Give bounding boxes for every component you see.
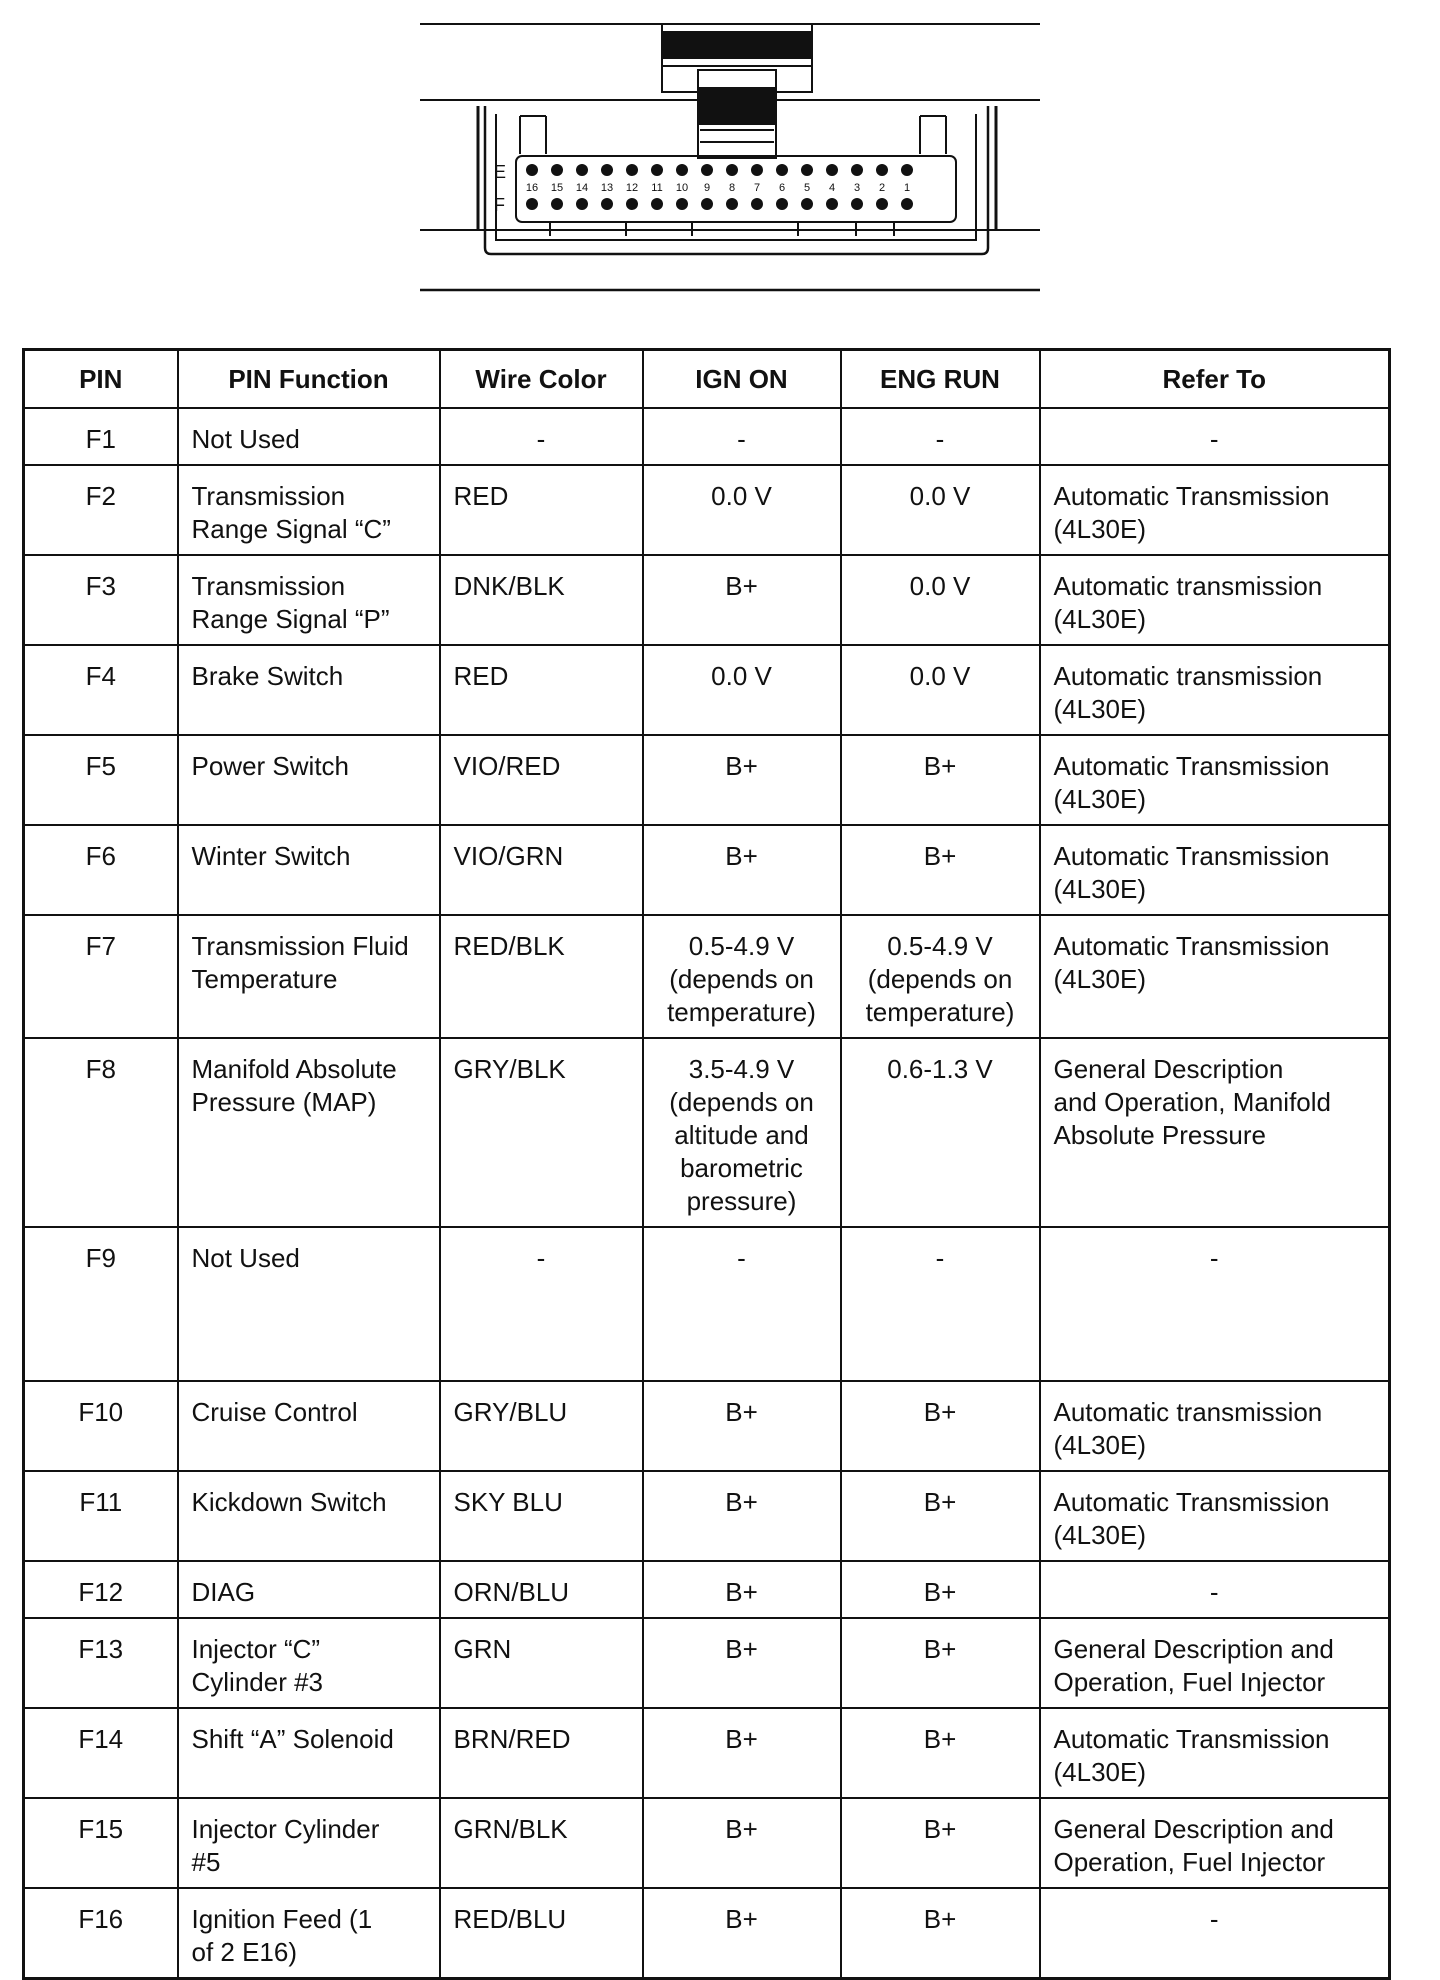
pin-f-dot [701, 198, 713, 210]
refer-to-cell: Automatic Transmission (4L30E) [1040, 735, 1390, 825]
pin-e-dot [901, 164, 913, 176]
eng-run-cell: 0.6-1.3 V [841, 1038, 1040, 1227]
header-pin: PIN [24, 350, 178, 409]
pin-number: 15 [550, 182, 564, 194]
ign-on-cell: - [643, 408, 841, 465]
pin-e-dot [601, 164, 613, 176]
eng-run-cell: B+ [841, 1708, 1040, 1798]
pin-number: 5 [803, 182, 811, 194]
eng-run-cell: B+ [841, 1381, 1040, 1471]
ign-on-cell: - [643, 1227, 841, 1381]
pin-number: 14 [575, 182, 589, 194]
pin-number: 2 [878, 182, 886, 194]
pin-e-dot [751, 164, 763, 176]
refer-to-cell: General Description and Operation, Fuel Injector [1040, 1798, 1390, 1888]
refer-to-cell: Automatic Transmission (4L30E) [1040, 465, 1390, 555]
pin-number: 7 [753, 182, 761, 194]
pin-f-dot [826, 198, 838, 210]
pin-cell: F2 [24, 465, 178, 555]
eng-run-cell: B+ [841, 1561, 1040, 1618]
wire-color-cell: - [440, 408, 643, 465]
pin-cell: F4 [24, 645, 178, 735]
eng-run-cell: B+ [841, 1618, 1040, 1708]
eng-run-cell: - [841, 1227, 1040, 1381]
pin-cell: F14 [24, 1708, 178, 1798]
pin-e-dot [876, 164, 888, 176]
table-row [24, 1471, 1390, 1561]
refer-to-cell: Automatic Transmission (4L30E) [1040, 825, 1390, 915]
pin-cell: F11 [24, 1471, 178, 1561]
table-row [24, 1618, 1390, 1708]
eng-run-cell: B+ [841, 1888, 1040, 1979]
ign-on-cell: 0.0 V [643, 465, 841, 555]
pin-f-dot [801, 198, 813, 210]
wire-color-cell: VIO/GRN [440, 825, 643, 915]
header-row [24, 350, 1390, 409]
pin-cell: F12 [24, 1561, 178, 1618]
pin-e-dot [626, 164, 638, 176]
eng-run-cell: - [841, 408, 1040, 465]
pin-number: 11 [651, 182, 663, 194]
pin-function-cell: Winter Switch [178, 825, 440, 915]
pin-cell: F5 [24, 735, 178, 825]
pin-function-cell: Kickdown Switch [178, 1471, 440, 1561]
pin-f-dot [676, 198, 688, 210]
table-row [24, 735, 1390, 825]
wire-color-cell: GRN [440, 1618, 643, 1708]
pin-function-cell: Transmission Range Signal “P” [178, 555, 440, 645]
wire-color-cell: - [440, 1227, 643, 1381]
pin-function-cell: Injector Cylinder #5 [178, 1798, 440, 1888]
ign-on-cell: B+ [643, 1618, 841, 1708]
wire-color-cell: SKY BLU [440, 1471, 643, 1561]
header-pin-function: PIN Function [178, 350, 440, 409]
pin-e-dot [551, 164, 563, 176]
pin-function-cell: Transmission Range Signal “C” [178, 465, 440, 555]
table-row [24, 1561, 1390, 1618]
refer-to-cell: - [1040, 1227, 1390, 1381]
ign-on-cell: B+ [643, 555, 841, 645]
pin-f-dot [551, 198, 563, 210]
table-row [24, 465, 1390, 555]
pin-cell: F6 [24, 825, 178, 915]
table-row [24, 1381, 1390, 1471]
pin-dots [526, 164, 913, 210]
pin-number: 6 [778, 182, 786, 194]
wire-color-cell: DNK/BLK [440, 555, 643, 645]
ign-on-cell: B+ [643, 1381, 841, 1471]
pin-cell: F15 [24, 1798, 178, 1888]
header-ign-on: IGN ON [643, 350, 841, 409]
table-row [24, 408, 1390, 465]
table-row [24, 915, 1390, 1038]
pin-e-dot [801, 164, 813, 176]
table-row [24, 1038, 1390, 1227]
refer-to-cell: General Description and Operation, Manifold Absolute Pressure [1040, 1038, 1390, 1227]
pin-f-dot [851, 198, 863, 210]
refer-to-cell: Automatic transmission (4L30E) [1040, 1381, 1390, 1471]
pin-function-cell: DIAG [178, 1561, 440, 1618]
header-eng-run: ENG RUN [841, 350, 1040, 409]
table-row [24, 825, 1390, 915]
pin-number: 12 [625, 182, 639, 194]
ign-on-cell: 0.0 V [643, 645, 841, 735]
pin-number: 10 [675, 182, 689, 194]
refer-to-cell: Automatic Transmission (4L30E) [1040, 1471, 1390, 1561]
pin-e-dot [576, 164, 588, 176]
pin-cell: F9 [24, 1227, 178, 1381]
pin-e-dot [851, 164, 863, 176]
refer-to-cell: - [1040, 408, 1390, 465]
pin-cell: F16 [24, 1888, 178, 1979]
ign-on-cell: B+ [643, 1888, 841, 1979]
table-row [24, 1888, 1390, 1979]
refer-to-cell: - [1040, 1561, 1390, 1618]
pin-e-dot [826, 164, 838, 176]
ign-on-cell: B+ [643, 1471, 841, 1561]
pin-f-dot [901, 198, 913, 210]
eng-run-cell: B+ [841, 1798, 1040, 1888]
eng-run-cell: 0.0 V [841, 555, 1040, 645]
pin-number: 8 [728, 182, 736, 194]
ign-on-cell: B+ [643, 1708, 841, 1798]
ign-on-cell: B+ [643, 1561, 841, 1618]
table-row [24, 555, 1390, 645]
refer-to-cell: Automatic Transmission (4L30E) [1040, 1708, 1390, 1798]
pin-function-cell: Transmission Fluid Temperature [178, 915, 440, 1038]
table-row [24, 1708, 1390, 1798]
table-row [24, 1227, 1390, 1381]
refer-to-cell: General Description and Operation, Fuel Injector [1040, 1618, 1390, 1708]
pin-f-dot [651, 198, 663, 210]
pin-f-dot [626, 198, 638, 210]
pin-rows [24, 408, 1390, 1979]
wire-color-cell: RED [440, 645, 643, 735]
connector-diagram [420, 18, 1040, 300]
ign-on-cell: B+ [643, 735, 841, 825]
pin-number: 13 [600, 182, 614, 194]
pin-e-dot [526, 164, 538, 176]
wire-color-cell: RED/BLK [440, 915, 643, 1038]
pin-function-cell: Not Used [178, 1227, 440, 1381]
pin-function-cell: Shift “A” Solenoid [178, 1708, 440, 1798]
refer-to-cell: Automatic transmission (4L30E) [1040, 645, 1390, 735]
pin-number: 9 [703, 182, 711, 194]
pin-e-dot [651, 164, 663, 176]
pin-number: 3 [853, 182, 861, 194]
pin-number: 4 [828, 182, 836, 194]
pin-cell: F13 [24, 1618, 178, 1708]
pin-cell: F1 [24, 408, 178, 465]
pin-f-dot [726, 198, 738, 210]
pin-f-dot [776, 198, 788, 210]
pin-f-dot [526, 198, 538, 210]
wire-color-cell: VIO/RED [440, 735, 643, 825]
pin-function-cell: Power Switch [178, 735, 440, 825]
pin-function-cell: Cruise Control [178, 1381, 440, 1471]
pin-e-dot [776, 164, 788, 176]
wire-color-cell: RED [440, 465, 643, 555]
wire-color-cell: GRN/BLK [440, 1798, 643, 1888]
pin-cell: F3 [24, 555, 178, 645]
pin-function-cell: Injector “C” Cylinder #3 [178, 1618, 440, 1708]
pin-e-dot [676, 164, 688, 176]
pin-f-dot [601, 198, 613, 210]
pin-cell: F10 [24, 1381, 178, 1471]
pin-cell: F8 [24, 1038, 178, 1227]
header-refer-to: Refer To [1040, 350, 1390, 409]
wire-color-cell: GRY/BLK [440, 1038, 643, 1227]
wire-color-cell: GRY/BLU [440, 1381, 643, 1471]
pin-number: 16 [525, 182, 539, 194]
pin-number: 1 [903, 182, 911, 194]
pin-f-dot [751, 198, 763, 210]
pin-e-dot [726, 164, 738, 176]
eng-run-cell: 0.5-4.9 V (depends on temperature) [841, 915, 1040, 1038]
eng-run-cell: 0.0 V [841, 465, 1040, 555]
header-wire-color: Wire Color [440, 350, 643, 409]
pin-f-dot [876, 198, 888, 210]
pin-function-cell: Ignition Feed (1 of 2 E16) [178, 1888, 440, 1979]
wire-color-cell: BRN/RED [440, 1708, 643, 1798]
eng-run-cell: B+ [841, 825, 1040, 915]
row-e-label: E [494, 162, 507, 182]
pin-cell: F7 [24, 915, 178, 1038]
eng-run-cell: B+ [841, 1471, 1040, 1561]
pin-f-dot [576, 198, 588, 210]
wire-color-cell: RED/BLU [440, 1888, 643, 1979]
refer-to-cell: Automatic transmission (4L30E) [1040, 555, 1390, 645]
pin-function-cell: Manifold Absolute Pressure (MAP) [178, 1038, 440, 1227]
eng-run-cell: B+ [841, 735, 1040, 825]
ign-on-cell: 3.5-4.9 V (depends on altitude and barometric pressure) [643, 1038, 841, 1227]
ign-on-cell: B+ [643, 1798, 841, 1888]
wire-color-cell: ORN/BLU [440, 1561, 643, 1618]
ign-on-cell: 0.5-4.9 V (depends on temperature) [643, 915, 841, 1038]
pin-table [22, 348, 1391, 1980]
pin-function-cell: Brake Switch [178, 645, 440, 735]
pin-e-dot [701, 164, 713, 176]
pin-function-cell: Not Used [178, 408, 440, 465]
eng-run-cell: 0.0 V [841, 645, 1040, 735]
table-row [24, 645, 1390, 735]
table-row [24, 1798, 1390, 1888]
refer-to-cell: Automatic Transmission (4L30E) [1040, 915, 1390, 1038]
row-f-label: F [494, 195, 505, 215]
refer-to-cell: - [1040, 1888, 1390, 1979]
ign-on-cell: B+ [643, 825, 841, 915]
